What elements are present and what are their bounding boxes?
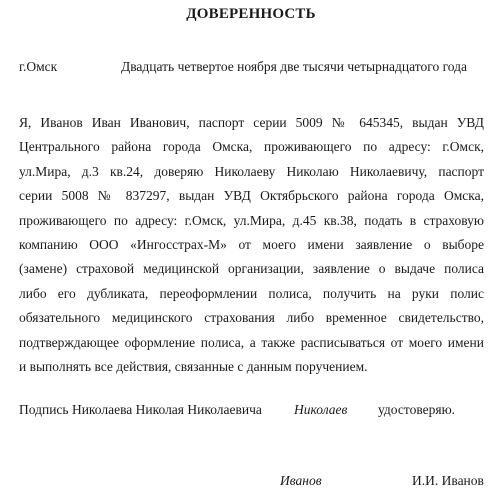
body-line: либо его дубликата, переоформлении полиса, получить на руки полис (19, 285, 484, 301)
body-line: серии 5008 № 837297, выдан УВД Октябрьского района города Омска, (19, 188, 484, 204)
body-line: Я, Иванов Иван Иванович, паспорт серии 5009 № 645345, выдан УВД (19, 115, 484, 130)
body-line: Центрального района города Омска, проживающего по адресу: г.Омск, (19, 139, 484, 155)
body-line: подтверждающее оформление полиса, а также расписываться от моего имени (19, 334, 484, 350)
document-title: ДОВЕРЕННОСТЬ (186, 6, 316, 22)
principal-name: И.И. Иванов (412, 473, 484, 488)
body-line: обязательного медицинского страхования либо временное свидетельство, (19, 310, 484, 326)
document-body (19, 111, 484, 379)
principal-handwritten-signature: Иванов (280, 473, 322, 488)
attestation-prefix: Подпись Николаева Николая Николаевича (19, 402, 262, 417)
document-place: г.Омск (19, 59, 58, 74)
body-line: (замене) страховой медицинской организации, заявление о выдаче полиса (19, 261, 484, 277)
attestation-handwritten-signature: Николаев (294, 402, 348, 417)
document-date: Двадцать четвертое ноября две тысячи четырнадцатого года (121, 59, 468, 74)
body-line: и выполнять все действия, связанные с данным поручением. (19, 359, 368, 375)
body-line: компанию ООО «Ингосстрах-М» от моего имени заявление о выборе (19, 237, 484, 253)
body-line: проживающего по адресу: г.Омск, ул.Мира, д.45 кв.38, подать в страховую (19, 212, 484, 228)
body-line: ул.Мира, д.3 кв.24, доверяю Николаеву Николаю Николаевичу, паспорт (19, 163, 484, 179)
attestation-suffix: удостоверяю. (378, 402, 456, 417)
